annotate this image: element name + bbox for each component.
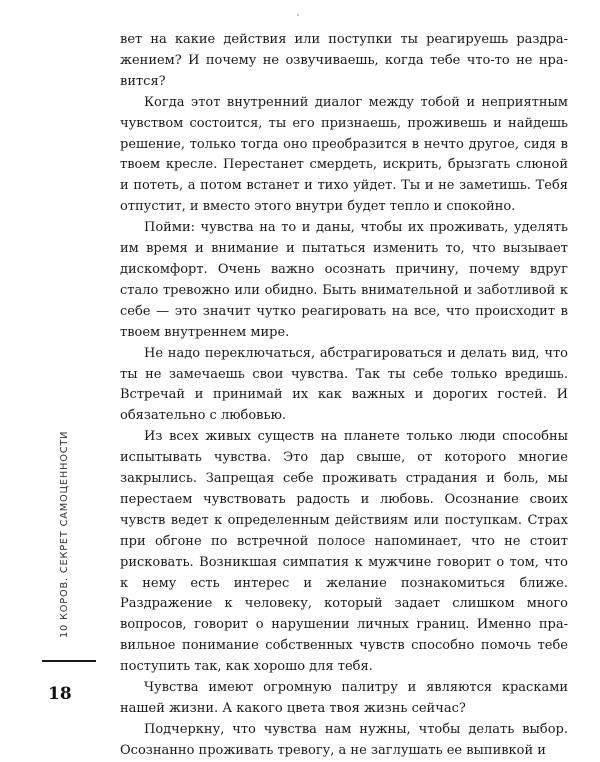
- paragraph-7: Подчеркну, что чувства нам нужны, чтобы делать выбор. Осознанно проживать тревогу, а не заглушать ее выпивкой и: [120, 721, 568, 758]
- page-number: 18: [48, 684, 72, 704]
- paragraph-2: Когда этот внутренний диалог между тобой и неприятным чувством состоится, ты его признаешь, проживешь и найдешь решение, только тогда оно преобразится в нечто другое, сидя в твоем кресле. Перестанет смердеть, искрить, брызгать слюной и потеть, а потом встанет и тихо уйдет. Ты и не заметишь. Тебя отпустит, и вместо этого внутри будет тепло и спокойно.: [120, 94, 568, 215]
- paragraph-1: вет на какие действия или поступки ты реагируешь раздражением? И почему не озвучиваешь, когда тебе что-то не нравится?: [120, 32, 568, 89]
- paragraph-6: Чувства имеют огромную палитру и являются красками нашей жизни. А какого цвета твоя жизнь сейчас?: [120, 680, 568, 716]
- paragraph-5: Из всех живых существ на планете только люди способны испытывать чувства. Это дар свыше, от которого многие закрылись. Запрещая себе проживать страдания и боль, мы перестаем чувствовать радость и любовь. Осознание своих чувств ведет к определенным действиям или поступкам. Страх при обгоне по встречной полосе напоминает, что не стоит рисковать. Возникшая симпатия к мужчине говорит о том, что к нему есть интерес и желание познакомиться ближе. Раздражение к человеку, который задает слишком много вопросов, говорит о нарушении личных границ. Именно правильное понимание собственных чувств способно помочь тебе поступить так, как хорошо для тебя.: [120, 429, 568, 675]
- body-text: [120, 30, 568, 762]
- paragraph-3: Пойми: чувства на то и даны, чтобы их проживать, уделять им время и внимание и пытаться изменить то, что вызывает дискомфорт. Очень важно осознать причину, почему вдруг стало тревожно или обидно. Быть внимательной и заботливой к себе — это значит чутко реагировать на все, что происходит в твоем внутреннем мире.: [120, 220, 568, 340]
- paragraph-4: Не надо переключаться, абстрагироваться и делать вид, что ты не замечаешь свои чувства. Так ты себе только вредишь. Встречай и принимай их как важных и дорогих гостей. И обязательно с любовью.: [120, 345, 568, 424]
- running-head: 10 КОРОВ. СЕКРЕТ САМОЦЕННОСТИ: [59, 430, 70, 638]
- page-speck: [297, 14, 299, 16]
- folio-rule: [42, 660, 96, 662]
